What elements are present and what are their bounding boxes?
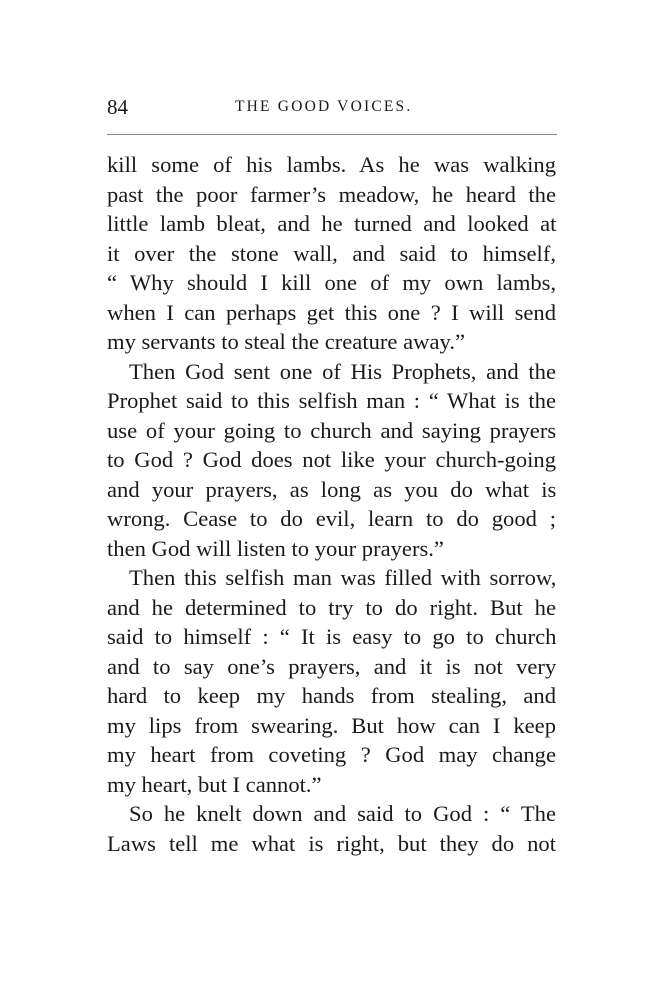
text-line: my servants to steal the creature away.” — [107, 329, 465, 354]
text-line: to God ? God does not like your church-going — [107, 447, 556, 472]
text-line: Then God sent one of His Prophets, and the — [129, 358, 556, 384]
text-line: kill some of his lambs. As he was walking — [107, 152, 556, 177]
page-header — [107, 95, 557, 125]
text-line: it over the stone wall, and said to himself, — [107, 240, 556, 266]
text-line: Prophet said to this selfish man : “ What is the — [107, 388, 556, 413]
text-line: Laws tell me what is right, but they do not — [107, 830, 556, 856]
text-line: my heart from coveting ? God may change — [107, 742, 556, 767]
running-title: THE GOOD VOICES. — [235, 98, 413, 115]
text-line: wrong. Cease to do evil, learn to do good ; — [107, 506, 556, 531]
text-line: then God will listen to your prayers.” — [107, 535, 444, 561]
paragraph — [107, 563, 556, 799]
paragraph — [107, 799, 556, 858]
page-number: 84 — [107, 95, 128, 119]
text-line: and to say one’s prayers, and it is not very — [107, 653, 557, 679]
paragraph — [107, 357, 556, 564]
text-line: my lips from swearing. But how can I keep — [107, 712, 556, 738]
text-line: and he determined to try to do right. But he — [107, 594, 556, 620]
text-line: said to himself : “ It is easy to go to church — [107, 624, 557, 649]
text-line: little lamb bleat, and he turned and looked at — [107, 211, 557, 236]
text-line: when I can perhaps get this one ? I will send — [107, 299, 556, 325]
paragraph — [107, 150, 556, 357]
body-text — [107, 150, 556, 858]
text-line: hard to keep my hands from stealing, and — [107, 683, 556, 708]
text-line: use of your going to church and saying prayers — [107, 417, 557, 443]
text-line: past the poor farmer’s meadow, he heard the — [107, 181, 556, 207]
text-line: So he knelt down and said to God : “ The — [129, 801, 556, 826]
text-line: my heart, but I cannot.” — [107, 771, 322, 797]
text-line: Then this selfish man was filled with sorrow, — [129, 565, 557, 590]
text-line: “ Why should I kill one of my own lambs, — [107, 270, 557, 295]
text-line: and your prayers, as long as you do what is — [107, 476, 557, 502]
header-rule — [107, 134, 557, 135]
